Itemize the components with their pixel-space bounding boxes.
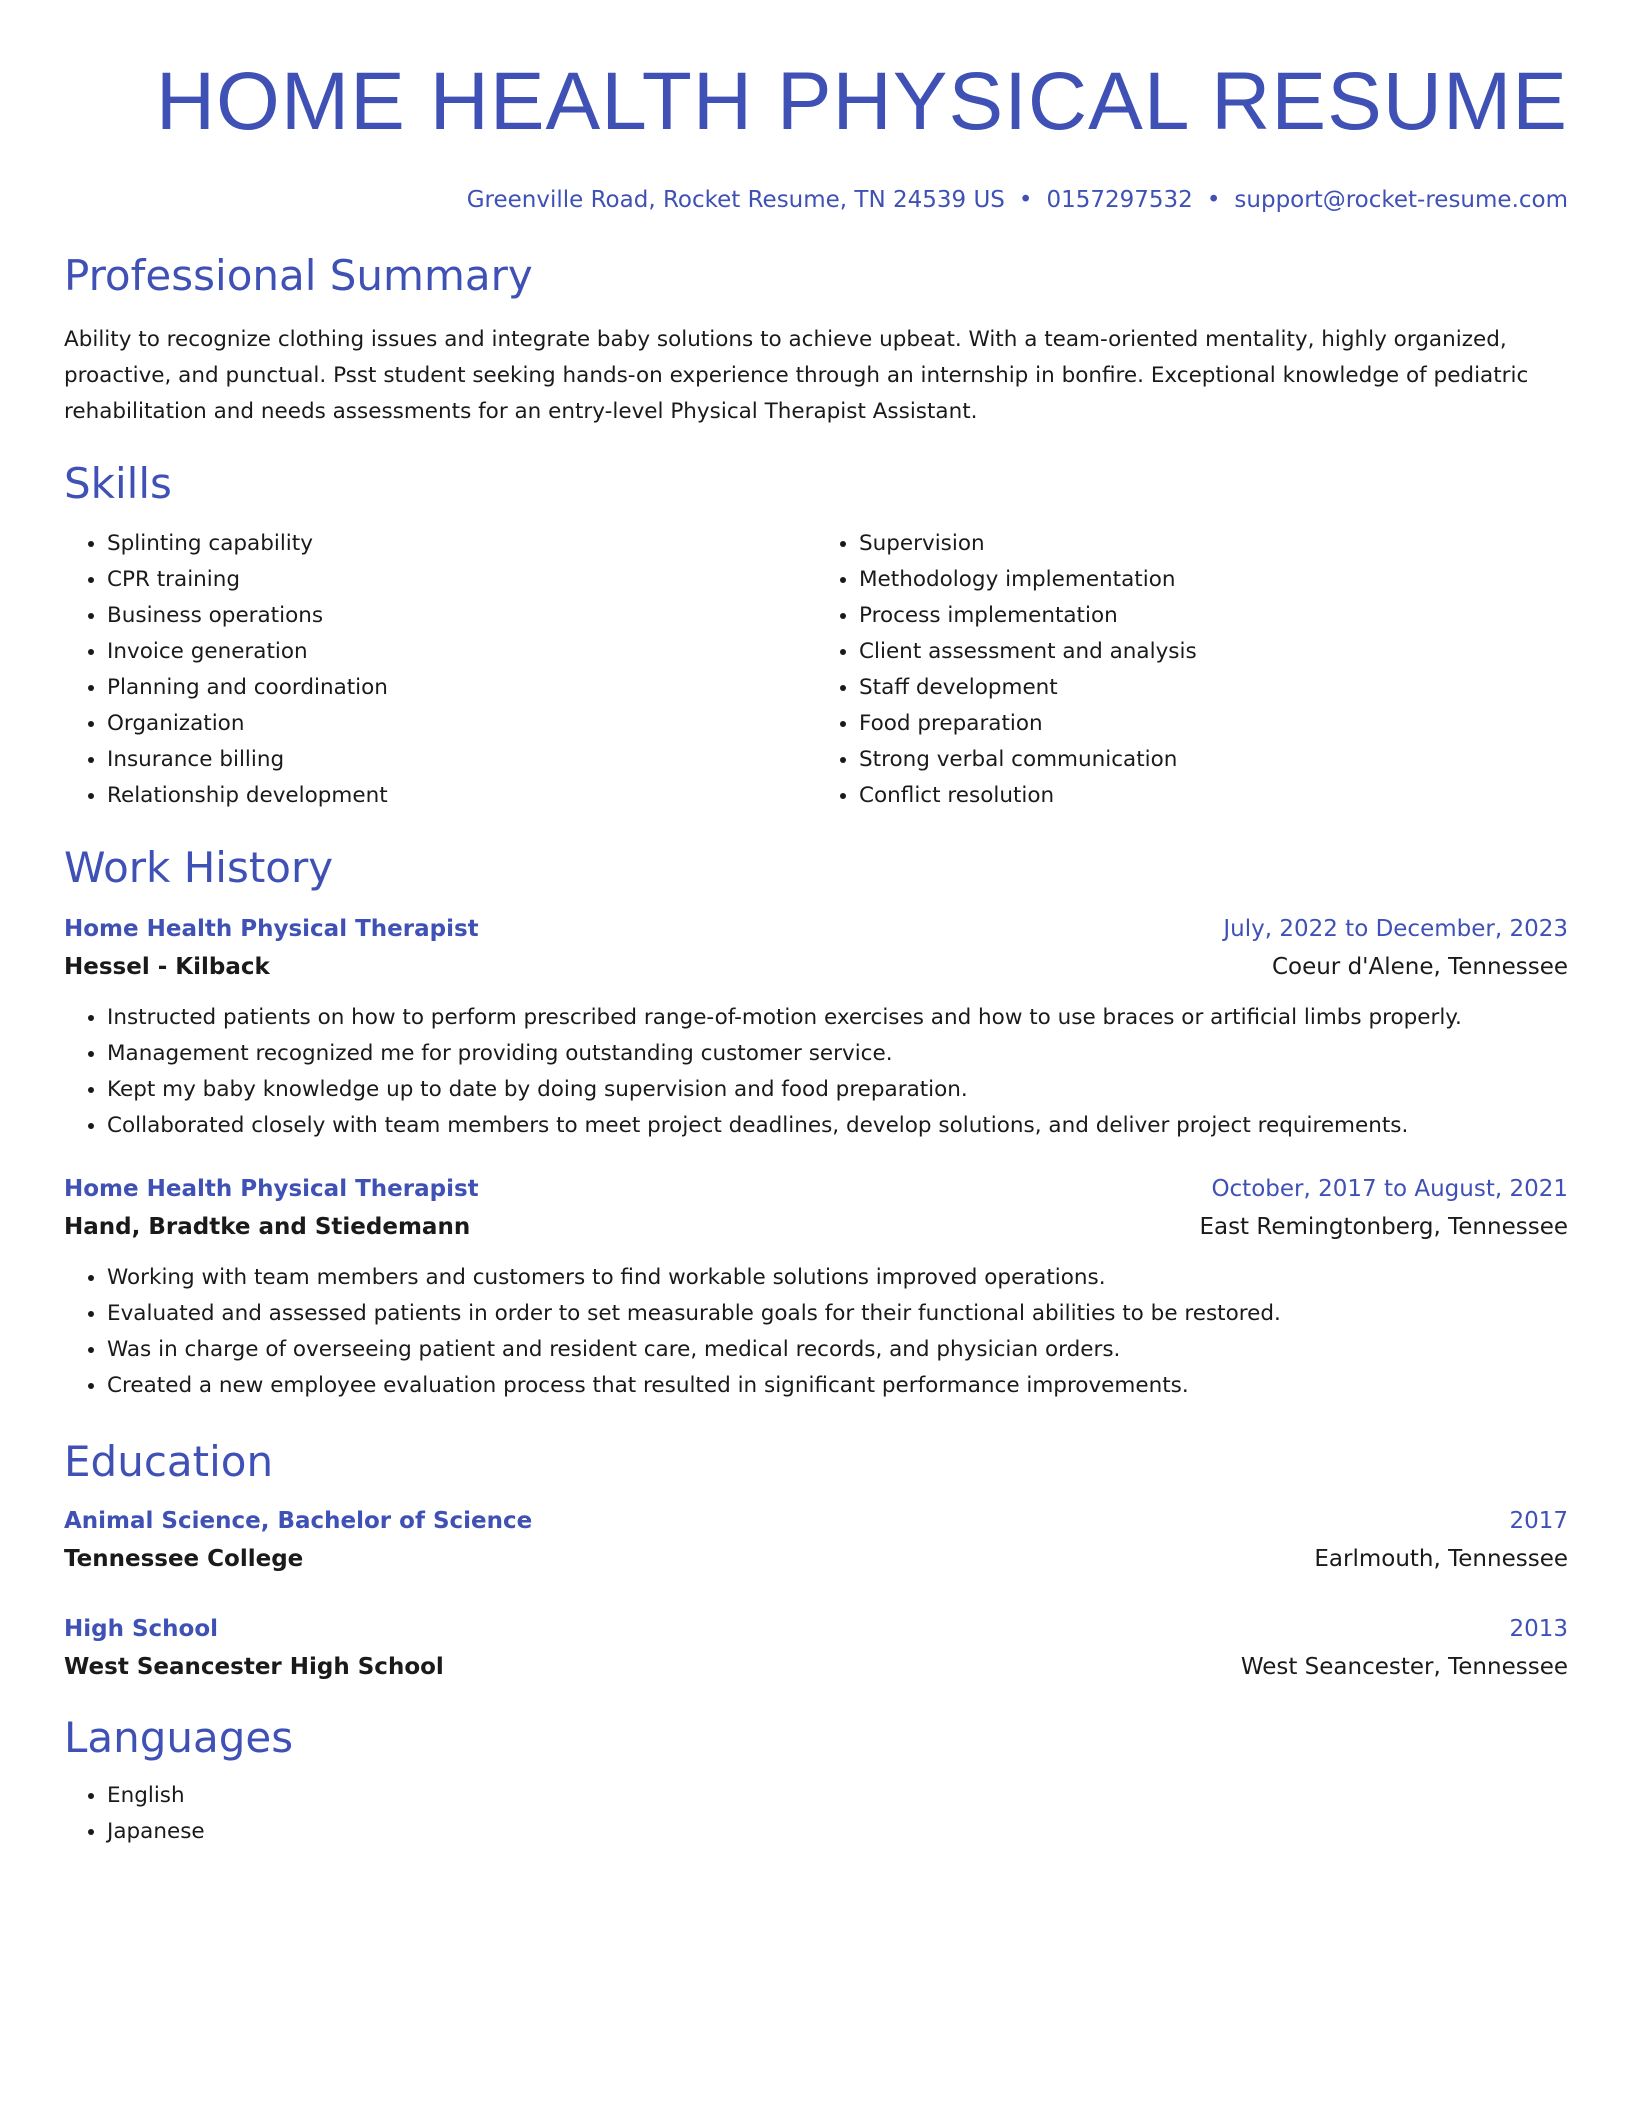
education-year: 2017 bbox=[1509, 1508, 1568, 1534]
job-title: Home Health Physical Therapist bbox=[64, 916, 479, 942]
job-subheader bbox=[64, 948, 1568, 986]
job-location: Coeur d'Alene, Tennessee bbox=[1271, 954, 1568, 980]
skill-item: • Methodology implementation bbox=[859, 562, 1568, 598]
contact-email: support@rocket-resume.com bbox=[1234, 187, 1568, 213]
job-bullet: • Management recognized me for providing outstanding customer service. bbox=[107, 1036, 1568, 1072]
skill-item: • Strong verbal communication bbox=[859, 742, 1568, 778]
job-title: Home Health Physical Therapist bbox=[64, 1176, 479, 1202]
skill-item: • Staff development bbox=[859, 670, 1568, 706]
job-bullet: • Kept my baby knowledge up to date by doing supervision and food preparation. bbox=[107, 1072, 1568, 1108]
job-subheader bbox=[64, 1208, 1568, 1246]
job-bullet: • Collaborated closely with team members to meet project deadlines, develop solutions, and deliver project requirements. bbox=[107, 1108, 1568, 1144]
education-section bbox=[64, 1434, 1568, 1686]
education-year: 2013 bbox=[1509, 1616, 1568, 1642]
education-subheader bbox=[64, 1648, 1568, 1686]
skills-section bbox=[64, 456, 1568, 814]
languages-section bbox=[64, 1710, 1568, 1850]
job-dates: October, 2017 to August, 2021 bbox=[1211, 1176, 1568, 1202]
job-entry bbox=[64, 910, 1568, 1144]
skill-item: • CPR training bbox=[107, 562, 816, 598]
job-company: Hand, Bradtke and Stiedemann bbox=[64, 1214, 471, 1240]
contact-line bbox=[64, 182, 1568, 218]
education-subheader bbox=[64, 1540, 1568, 1578]
job-header bbox=[64, 1170, 1568, 1208]
language-item: • English bbox=[107, 1778, 1568, 1814]
job-bullet: • Created a new employee evaluation process that resulted in significant performance improvements. bbox=[107, 1368, 1568, 1404]
skill-item: • Insurance billing bbox=[107, 742, 816, 778]
education-location: Earlmouth, Tennessee bbox=[1314, 1546, 1568, 1572]
summary-text: Ability to recognize clothing issues and integrate baby solutions to achieve upbeat. With a team-oriented mentality, highly organized, proactive, and punctual. Psst student seeking hands-on experience through an internship in bonfire. Exceptional knowledge of pediatric rehabilitation and needs assessments for an entry-level Physical Therapist Assistant. bbox=[64, 327, 1529, 424]
skill-item: • Business operations bbox=[107, 598, 816, 634]
education-entry bbox=[64, 1502, 1568, 1578]
skill-item: • Organization bbox=[107, 706, 816, 742]
skill-item: • Invoice generation bbox=[107, 634, 816, 670]
contact-separator: • bbox=[1018, 187, 1033, 213]
language-item: • Japanese bbox=[107, 1814, 1568, 1850]
education-heading: Education bbox=[64, 1437, 274, 1486]
work-heading: Work History bbox=[64, 843, 334, 892]
job-bullet: • Instructed patients on how to perform prescribed range-of-motion exercises and how to use braces or artificial limbs properly. bbox=[107, 1000, 1568, 1036]
job-bullets bbox=[64, 1260, 1568, 1404]
education-header bbox=[64, 1610, 1568, 1648]
skills-grid bbox=[64, 526, 1568, 814]
education-degree: Animal Science, Bachelor of Science bbox=[64, 1508, 533, 1534]
skills-heading: Skills bbox=[64, 459, 172, 508]
skill-item: • Planning and coordination bbox=[107, 670, 816, 706]
job-dates: July, 2022 to December, 2023 bbox=[1223, 916, 1568, 942]
summary-section bbox=[64, 248, 1568, 430]
job-bullet: • Was in charge of overseeing patient and resident care, medical records, and physician orders. bbox=[107, 1332, 1568, 1368]
job-header bbox=[64, 910, 1568, 948]
skill-item: • Client assessment and analysis bbox=[859, 634, 1568, 670]
contact-address: Greenville Road, Rocket Resume, TN 24539 US bbox=[466, 187, 1005, 213]
skill-item: • Conflict resolution bbox=[859, 778, 1568, 814]
job-location: East Remingtonberg, Tennessee bbox=[1199, 1214, 1568, 1240]
languages-list bbox=[64, 1778, 1568, 1850]
education-school: Tennessee College bbox=[64, 1546, 304, 1572]
job-bullets bbox=[64, 1000, 1568, 1144]
contact-separator: • bbox=[1206, 187, 1221, 213]
education-location: West Seancester, Tennessee bbox=[1240, 1654, 1568, 1680]
work-section bbox=[64, 840, 1568, 1404]
job-company: Hessel - Kilback bbox=[64, 954, 270, 980]
skill-item: • Supervision bbox=[859, 526, 1568, 562]
education-header bbox=[64, 1502, 1568, 1540]
education-degree: High School bbox=[64, 1616, 219, 1642]
job-bullet: • Evaluated and assessed patients in order to set measurable goals for their functional abilities to be restored. bbox=[107, 1296, 1568, 1332]
skill-item: • Process implementation bbox=[859, 598, 1568, 634]
summary-heading: Professional Summary bbox=[64, 251, 533, 300]
education-entry bbox=[64, 1610, 1568, 1686]
skills-list-right bbox=[816, 526, 1568, 814]
contact-phone: 0157297532 bbox=[1046, 187, 1193, 213]
languages-heading: Languages bbox=[64, 1713, 294, 1762]
job-bullet: • Working with team members and customers to find workable solutions improved operations. bbox=[107, 1260, 1568, 1296]
skill-item: • Food preparation bbox=[859, 706, 1568, 742]
skill-item: • Relationship development bbox=[107, 778, 816, 814]
education-school: West Seancester High School bbox=[64, 1654, 444, 1680]
skills-list-left bbox=[64, 526, 816, 814]
skill-item: • Splinting capability bbox=[107, 526, 816, 562]
resume-title: HOME HEALTH PHYSICAL RESUME bbox=[155, 56, 1568, 147]
job-entry bbox=[64, 1170, 1568, 1404]
